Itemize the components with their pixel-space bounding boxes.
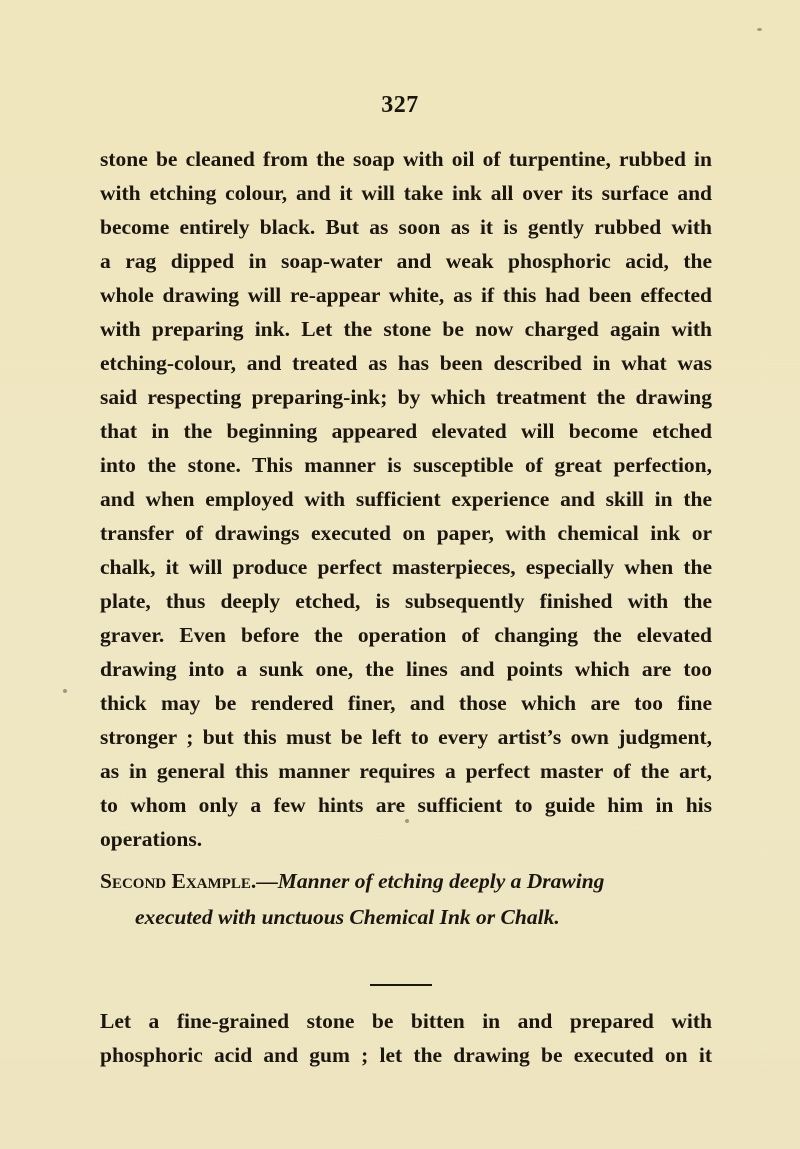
text-line: thick may be rendered finer, and those which are too fine — [100, 691, 712, 715]
text-line: with preparing ink. Let the stone be now charged again with — [100, 317, 712, 341]
text-line: become entirely black. But as soon as it is gently rubbed with — [100, 215, 712, 239]
text-line: transfer of drawings executed on paper, with chemical ink or — [100, 521, 712, 545]
page-number: 327 — [381, 92, 419, 118]
paper-speck — [405, 819, 409, 823]
section-heading — [100, 863, 720, 935]
text-line: etching-colour, and treated as has been described in what was — [100, 351, 712, 375]
text-line: drawing into a sunk one, the lines and points which are too — [100, 657, 712, 681]
paper-speck — [63, 689, 67, 693]
text-line: graver. Even before the operation of changing the elevated — [100, 623, 712, 647]
text-line: with etching colour, and it will take ink all over its surface and — [100, 181, 712, 205]
text-line: operations. — [100, 827, 203, 851]
heading-dash: — — [256, 869, 278, 893]
text-line: stone be cleaned from the soap with oil of turpentine, rubbed in — [100, 147, 712, 171]
text-line: chalk, it will produce perfect masterpieces, especially when the — [100, 555, 712, 579]
text-line: into the stone. This manner is susceptible of great perfection, — [100, 453, 712, 477]
text-line: a rag dipped in soap-water and weak phosphoric acid, the — [100, 249, 712, 273]
paper-speck — [757, 28, 762, 31]
following-paragraph — [100, 1004, 712, 1072]
text-line: whole drawing will re-appear white, as if this had been effected — [100, 283, 712, 307]
section-label: Second Example. — [100, 869, 257, 893]
text-line: plate, thus deeply etched, is subsequently finished with the — [100, 589, 712, 613]
section-heading-line-1 — [100, 863, 720, 899]
text-line: stronger ; but this must be left to every artist’s own judgment, — [100, 725, 712, 749]
main-paragraph — [100, 142, 712, 856]
text-line: said respecting preparing-ink; by which treatment the drawing — [100, 385, 712, 409]
section-divider — [370, 984, 432, 986]
text-line: phosphoric acid and gum ; let the drawing be executed on it — [100, 1043, 712, 1067]
text-line: to whom only a few hints are sufficient to guide him in his — [100, 793, 712, 817]
section-title-part-2: executed with unctuous Chemical Ink or Chalk. — [135, 905, 560, 929]
text-line: Let a fine-grained stone be bitten in and prepared with — [100, 1009, 712, 1033]
text-line: as in general this manner requires a perfect master of the art, — [100, 759, 712, 783]
text-line: and when employed with sufficient experience and skill in the — [100, 487, 712, 511]
section-title-part-1: Manner of etching deeply a Drawing — [277, 869, 605, 893]
text-line: that in the beginning appeared elevated will become etched — [100, 419, 712, 443]
